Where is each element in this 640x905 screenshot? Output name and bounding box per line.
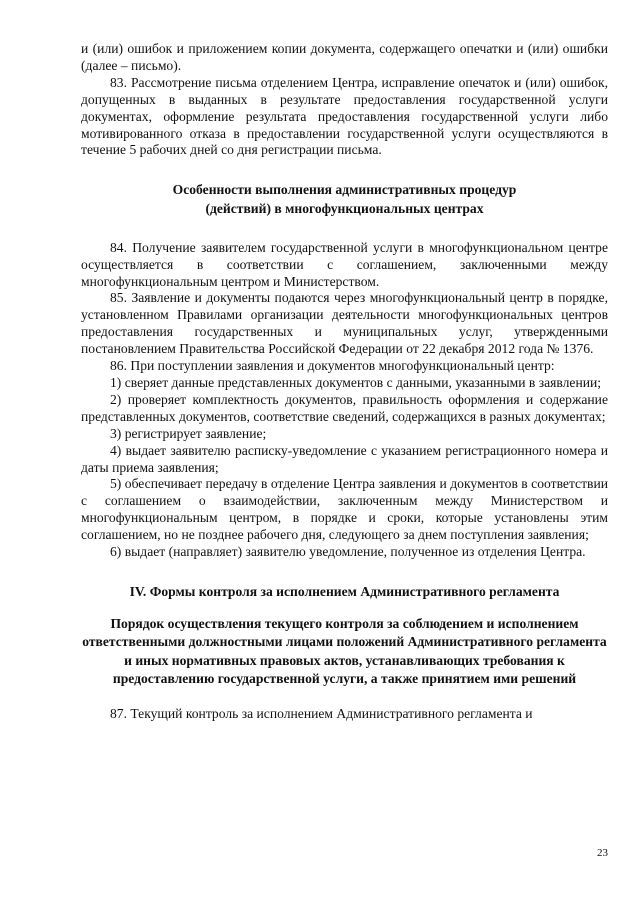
list-item: 6) выдает (направляет) заявителю уведомление, полученное из отделения Центра. [110,544,586,560]
page-content [81,41,608,723]
paragraph-continuation: и (или) ошибок и приложением копии документа, содержащего опечатки и (или) ошибки (далее – письмо). [81,41,608,73]
paragraph-85: 85. Заявление и документы подаются через многофункциональный центр в порядке, установленном Правилами организации деятельности многофункциональных центров предоставления государственных и муниципальных услуг, утвержденными постановлением Правительства Российской Федерации от 22 декабря 2012 года № 1376. [81,290,608,357]
list-item: 5) обеспечивает передачу в отделение Центра заявления и документов в соответствии с соглашением о взаимодействии, заключенным между Министерством и многофункциональным центром, в порядке и сроки, которые установлены этим соглашением, но не позднее рабочего дня, следующего за днем поступления заявления; [81,476,608,543]
heading-current-control: Порядок осуществления текущего контроля за соблюдением и исполнением ответственными должностными лицами положений Административного регламента и иных нормативных правовых актов, устанавливающих требования к предоставлению государственной услуги, а также принятием ими решений [82,616,607,686]
spacer [81,601,608,615]
list-item: 3) регистрирует заявление; [110,425,267,441]
list-item: 2) проверяет комплектность документов, правильность оформления и содержание представленных документов, соответствие сведений, содержащихся в разных документах; [81,391,608,424]
paragraph-83: 83. Рассмотрение письма отделением Центра, исправление опечаток и (или) ошибок, допущенных в выданных в результате предоставления государственной услуги документах, оформление результата предоставления государственной услуги либо мотивированного отказа в предоставлении государственной услуги осуществляются в течение 5 рабочих дней со дня регистрации письма. [81,74,608,158]
spacer [81,159,608,181]
paragraph-86: 86. При поступлении заявления и документов многофункциональный центр: [110,358,555,374]
list-item: 4) выдает заявителю расписку-уведомление с указанием регистрационного номера и даты приема заявления; [81,442,608,475]
page-number: 23 [597,847,608,859]
paragraph-84: 84. Получение заявителем государственной услуги в многофункциональном центре осуществляется в соответствии с соглашением, заключенными между многофункциональным центром и Министерством. [81,239,608,289]
spacer [81,688,608,706]
heading-mfc-procedures: Особенности выполнения административных процедур (действий) в многофункциональных центрах [172,182,517,216]
section-heading-iv: IV. Формы контроля за исполнением Административного регламента [129,583,560,599]
spacer [81,218,608,240]
spacer [81,561,608,583]
paragraph-87: 87. Текущий контроль за исполнением Административного регламента и [110,705,533,721]
list-item: 1) сверяет данные представленных документов с данными, указанными в заявлении; [110,375,602,390]
